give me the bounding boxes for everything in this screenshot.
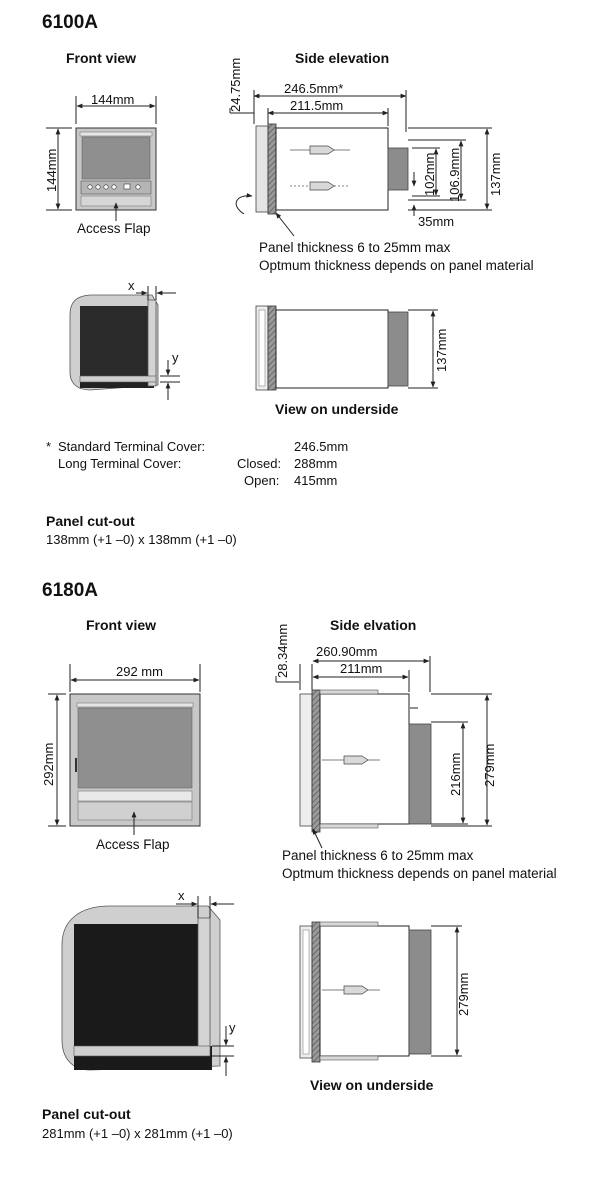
front-height-label-6100a: 144mm — [44, 148, 59, 192]
y-label-6180a: y — [229, 1020, 236, 1035]
panel-material-note-6100a: Optmum thickness depends on panel material — [259, 258, 534, 273]
access-flap-label-6100a: Access Flap — [77, 221, 151, 236]
front-width-label-6180a: 292 mm — [116, 664, 163, 679]
underside-view-6180a — [300, 922, 462, 1062]
front-view-6180a — [48, 664, 200, 835]
model-title-6180a: 6180A — [42, 580, 98, 601]
side-elevation-heading-6180a: Side elvation — [330, 617, 417, 633]
front-view-heading-6100a: Front view — [66, 50, 137, 66]
open-label: Open: — [244, 473, 280, 488]
model-title-6100a: 6100A — [42, 12, 98, 33]
y-label-6100a: y — [172, 350, 179, 365]
height-106-label-6100a: 106.9mm — [447, 147, 462, 202]
height-102-label-6100a: 102mm — [422, 152, 437, 196]
front-height-label-6180a: 292mm — [41, 742, 56, 786]
underside-caption-6180a: View on underside — [310, 1077, 434, 1093]
access-flap-label-6180a: Access Flap — [96, 837, 170, 852]
height-137-label-6100a: 137mm — [488, 152, 503, 196]
cutout-title-6100a: Panel cut-out — [46, 513, 135, 529]
panel-thickness-note-6100a: Panel thickness 6 to 25mm max — [259, 240, 451, 255]
closed-value: 288mm — [294, 456, 338, 471]
long-cover-label: Long Terminal Cover: — [58, 456, 182, 471]
cutout-perspective-6100a — [70, 286, 180, 400]
standard-cover-label: Standard Terminal Cover: — [58, 439, 206, 454]
x-label-6100a: x — [128, 278, 135, 293]
front-view-6100a — [46, 96, 156, 221]
depth-total-label-6100a: 246.5mm* — [284, 81, 344, 96]
x-label-6180a: x — [178, 888, 185, 903]
side-elevation-heading-6100a: Side elevation — [295, 50, 390, 66]
side-elevation-6180a — [276, 656, 492, 848]
underside-height-label-6100a: 137mm — [434, 328, 449, 372]
depth-body-label-6100a: 211.5mm — [290, 98, 344, 113]
cutout-title-6180a: Panel cut-out — [42, 1106, 131, 1122]
underside-view-6100a — [256, 306, 438, 390]
depth-total-label-6180a: 260.90mm — [316, 644, 378, 659]
cutout-perspective-6180a — [62, 896, 234, 1076]
tail-35-label-6100a: 35mm — [418, 214, 455, 229]
footnote-star: * — [46, 439, 52, 454]
bezel-depth-label-6100a: 24.75mm — [228, 57, 243, 112]
front-view-heading-6180a: Front view — [86, 617, 157, 633]
closed-label: Closed: — [237, 456, 282, 471]
standard-cover-value: 246.5mm — [294, 439, 349, 454]
cutout-value-6100a: 138mm (+1 –0) x 138mm (+1 –0) — [46, 532, 237, 547]
cutout-value-6180a: 281mm (+1 –0) x 281mm (+1 –0) — [42, 1126, 233, 1141]
underside-height-label-6180a: 279mm — [456, 972, 471, 1016]
height-279-label-6180a: 279mm — [482, 743, 497, 787]
panel-thickness-note-6180a: Panel thickness 6 to 25mm max — [282, 848, 474, 863]
bezel-depth-label-6180a: 28.34mm — [275, 623, 290, 678]
height-216-label-6180a: 216mm — [448, 752, 463, 796]
panel-material-note-6180a: Optmum thickness depends on panel material — [282, 866, 557, 881]
underside-caption-6100a: View on underside — [275, 401, 399, 417]
depth-body-label-6180a: 211mm — [340, 661, 383, 676]
open-value: 415mm — [294, 473, 338, 488]
front-width-label-6100a: 144mm — [91, 92, 135, 107]
